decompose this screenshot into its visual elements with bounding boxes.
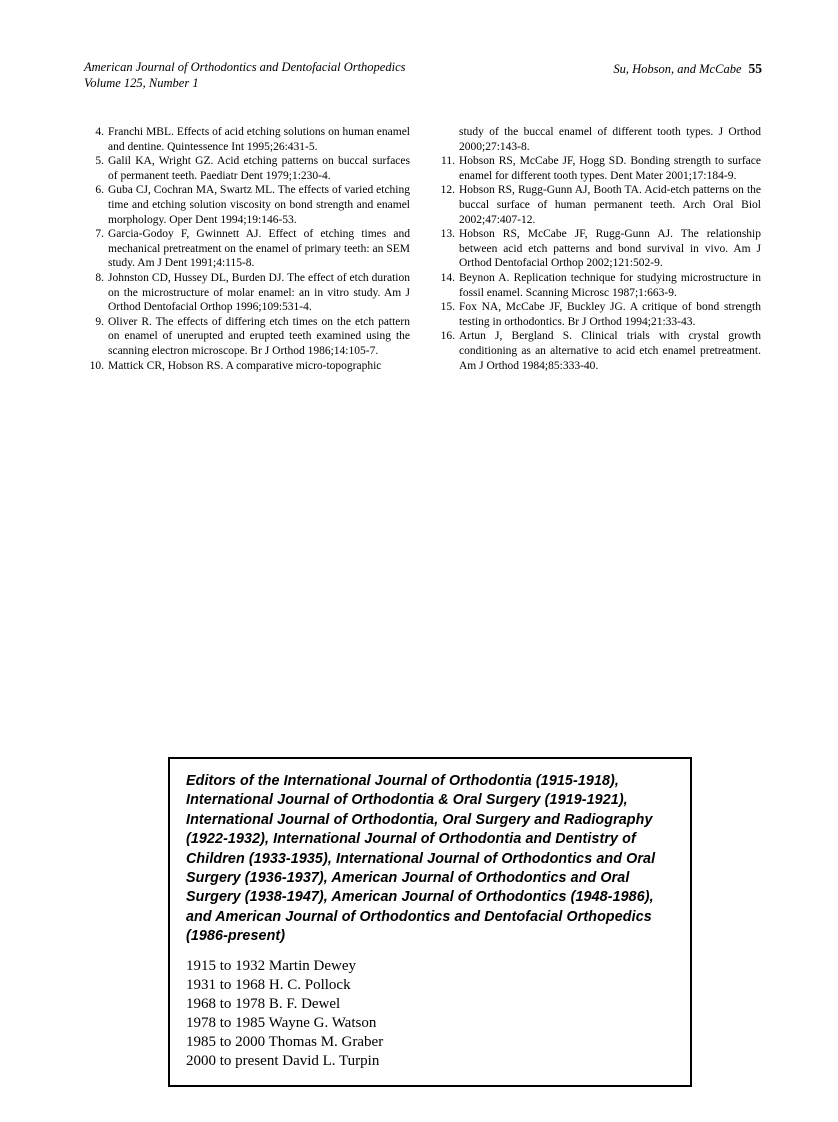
reference-text: Garcia-Godoy F, Gwinnett AJ. Effect of etching times and mechanical pretreatment on the enamel of primary teeth: an SEM study. Am J Dent 1991;4:115-8. [108,228,410,270]
reference-text: Mattick CR, Hobson RS. A comparative micro-topographic [108,359,382,372]
reference-text: Beynon A. Replication technique for studying microstructure in fossil enamel. Scanning Microsc 1987;1:663-9. [459,271,761,299]
reference-number: 12. [440,184,455,197]
reference-item [84,315,410,359]
reference-item [84,183,410,227]
running-authors: Su, Hobson, and McCabe [613,62,742,76]
reference-text: Hobson RS, McCabe JF, Hogg SD. Bonding strength to surface enamel for different tooth types. Dent Mater 2001;17:184-9. [459,155,761,182]
editor-list-item: 1978 to 1985 Wayne G. Watson [186,1014,377,1031]
reference-text: Guba CJ, Cochran MA, Swartz ML. The effects of varied etching time and etching solution viscosity on bond strength and enamel morphology. Oper Dent 1994;19:146-53. [108,184,410,226]
editors-box [168,757,692,1087]
journal-title-block [84,60,406,91]
reference-number: 9. [95,315,104,328]
reference-item [435,154,761,183]
reference-text: Hobson RS, McCabe JF, Rugg-Gunn AJ. The relationship between acid etch patterns and bond survival in vivo. Am J Orthod Dentofacial Orthop 2002;121:502-9. [459,228,761,270]
editors-heading-prefix: Editors of the [186,773,284,789]
reference-text: study of the buccal enamel of different tooth types. J Orthod 2000;27:143-8. [459,126,761,153]
reference-text: Johnston CD, Hussey DL, Burden DJ. The effect of etch duration on the microstructure of molar enamel: an in vitro study. Am J Orthod Dentofacial Orthop 1996;109:531-4. [108,271,410,314]
page-header [84,60,762,91]
reference-item [84,359,410,374]
editors-box-heading [186,772,674,947]
running-authors-block [613,60,762,78]
references-right-column [435,125,761,373]
reference-number: 8. [95,271,104,284]
reference-number: 11. [441,155,455,168]
reference-number: 5. [95,155,104,168]
editor-list-item: 2000 to present David L. Turpin [186,1052,380,1069]
editor-list-item: 1968 to 1978 B. F. Dewel [186,995,341,1012]
reference-item-continuation [435,125,761,154]
reference-item [435,183,761,227]
references-left-column [84,125,410,373]
reference-number: 14. [440,271,455,284]
reference-text: Fox NA, McCabe JF, Buckley JG. A critique of bond strength testing in orthodontics. Br J Orthod 1994;21:33-43. [459,301,761,328]
reference-number: 16. [440,330,455,343]
reference-text: Artun J, Bergland S. Clinical trials with crystal growth conditioning as an alternative to acid etch enamel pretreatment. Am J Orthod 1984;85:333-40. [459,330,761,372]
reference-text: Franchi MBL. Effects of acid etching solutions on human enamel and dentine. Quintessence Int 1995;26:431-5. [108,126,410,153]
volume-line: Volume 125, Number 1 [84,75,199,90]
reference-number: 4. [95,126,104,138]
reference-item [84,227,410,271]
reference-item [84,154,410,183]
reference-item [435,227,761,271]
editor-list [186,957,674,1071]
references-section [84,125,762,373]
reference-number [435,125,455,154]
reference-item [435,329,761,373]
reference-item [84,271,410,315]
reference-number: 7. [95,228,104,241]
reference-number: 15. [440,301,455,314]
editor-list-item: 1915 to 1932 Martin Dewey [186,957,356,974]
reference-number: 13. [440,228,455,241]
reference-item [435,300,761,329]
reference-number: 10. [89,359,104,372]
reference-text: Hobson RS, Rugg-Gunn AJ, Booth TA. Acid-etch patterns on the buccal surface of human permanent teeth. Arch Oral Biol 2002;47:407-12. [459,184,761,226]
reference-text: Galil KA, Wright GZ. Acid etching patterns on buccal surfaces of permanent teeth. Paediatr Dent 1979;1:230-4. [108,155,410,182]
journal-title: American Journal of Orthodontics and Dentofacial Orthopedics [84,60,406,74]
reference-number: 6. [95,184,104,197]
editor-list-item: 1985 to 2000 Thomas M. Graber [186,1033,384,1050]
editor-list-item: 1931 to 1968 H. C. Pollock [186,976,351,993]
reference-item [84,125,410,154]
reference-text: Oliver R. The effects of differing etch times on the etch pattern on enamel of unerupted and erupted teeth examined using the scanning electron microscope. Br J Orthod 1986;14:105-7. [108,315,410,357]
reference-item [435,271,761,300]
editors-heading-journal-titles: International Journal of Orthodontia (1915-1918), International Journal of Orthodontia & Oral Surgery (1919-1921), International Journal of Orthodontia, Oral Surgery and Radiography (1922-1932), International Journal of Orthodontia and Dentistry of Children (1933-1935), International Journal of Orthodontics and Oral Surgery (1936-1937), American Journal of Orthodontics and Oral Surgery (1938-1947), American Journal of Orthodontics (1948-1986), and American Journal of Orthodontics and Dentofacial Orthopedics (1986-present) [186,773,656,945]
page-number: 55 [748,61,762,76]
